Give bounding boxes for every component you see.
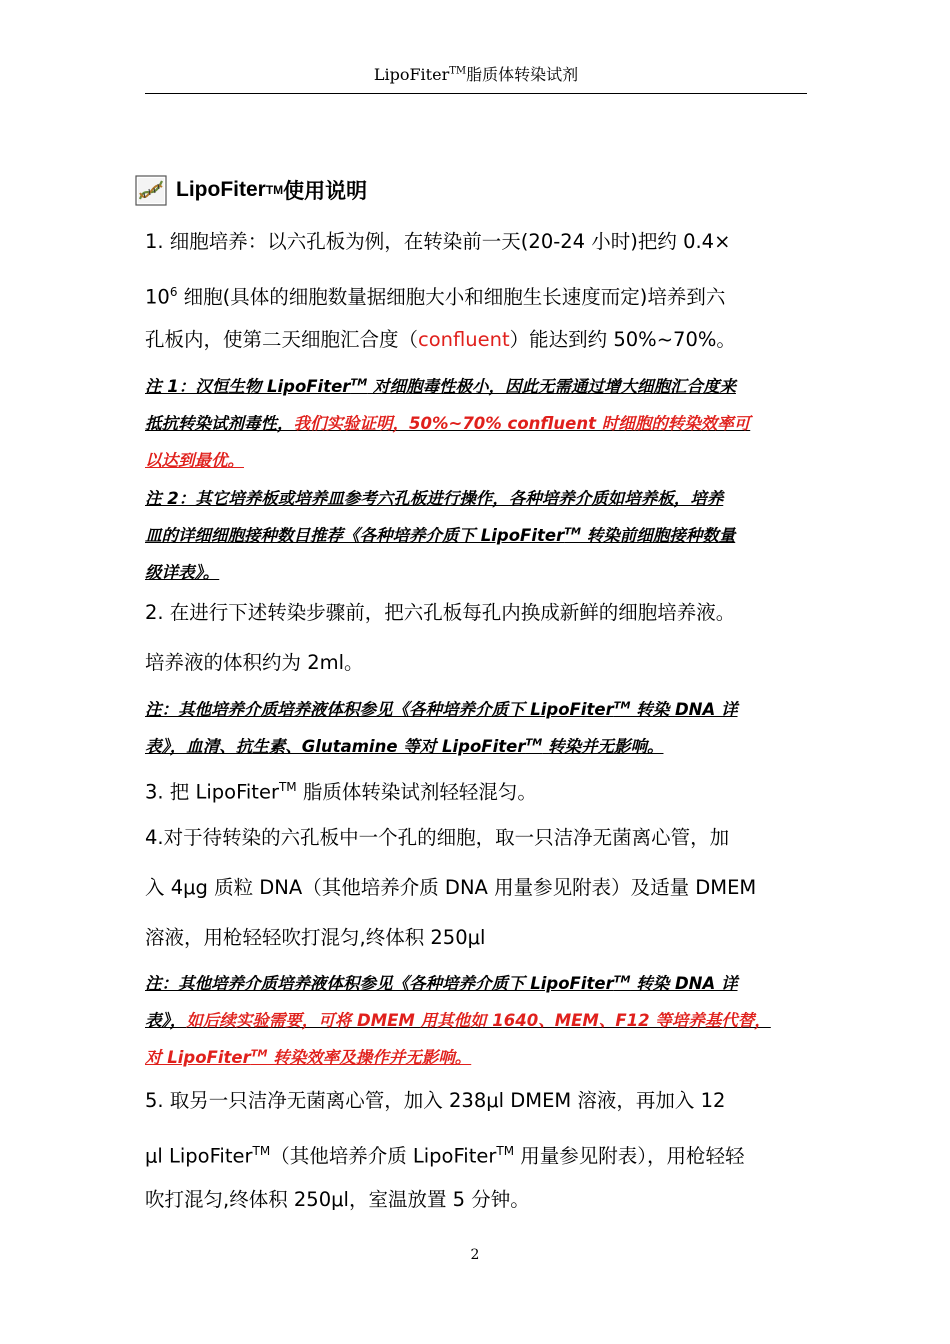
- header-rule: [145, 93, 807, 94]
- step1-line3: 孔板内，使第二天细胞汇合度（confluent）能达到约 50%~70%。: [145, 328, 736, 351]
- dna-icon: [134, 173, 168, 207]
- step4-line2: 入 4μg 质粒 DNA（其他培养介质 DNA 用量参见附表）及适量 DMEM: [145, 876, 757, 899]
- running-header: [145, 62, 807, 85]
- step4-line1: 4.对于待转染的六孔板中一个孔的细胞，取一只洁净无菌离心管，加: [145, 826, 730, 849]
- note4-line1: 注：其他培养介质培养液体积参见《各种培养介质下 LipoFiter™ 转染 DNA 详: [145, 974, 738, 993]
- step3-line: 3. 把 LipoFiter™ 脂质体转染试剂轻轻混匀。: [145, 780, 537, 804]
- section-title-tm: TM: [265, 183, 284, 197]
- note1-line2: 抵抗转染试剂毒性，我们实验证明，50%~70% confluent 时细胞的转染效率可: [145, 414, 751, 433]
- section-title-prefix: LipoFiter: [176, 178, 266, 201]
- step1-line1: 1. 细胞培养：以六孔板为例，在转染前一天(20-24 小时)把约 0.4×: [145, 230, 731, 253]
- note2-line1: 注 2：其它培养板或培养皿参考六孔板进行操作，各种培养介质如培养板，培养: [145, 489, 724, 508]
- step4-line3: 溶液，用枪轻轻吹打混匀,终体积 250μl: [145, 926, 486, 949]
- note4-line2: 表》，如后续实验需要，可将 DMEM 用其他如 1640、MEM、F12 等培养基代替，: [145, 1011, 771, 1030]
- step5-line1: 5. 取另一只洁净无菌离心管，加入 238μl DMEM 溶液，再加入 12: [145, 1089, 726, 1112]
- header-title-suffix: 脂质体转染试剂: [466, 65, 579, 84]
- note4-line3: 对 LipoFiter™ 转染效率及操作并无影响。: [145, 1048, 472, 1067]
- step2-line1: 2. 在进行下述转染步骤前，把六孔板每孔内换成新鲜的细胞培养液。: [145, 601, 736, 624]
- header-tm: TM: [449, 65, 467, 77]
- note3-line1: 注：其他培养介质培养液体积参见《各种培养介质下 LipoFiter™ 转染 DNA 详: [145, 700, 738, 719]
- note1-line1: 注 1：汉恒生物 LipoFiter™ 对细胞毒性极小，因此无需通过增大细胞汇合度来: [145, 377, 736, 396]
- section-title-suffix: 使用说明: [283, 180, 368, 203]
- note3-line2: 表》，血清、抗生素、Glutamine 等对 LipoFiter™ 转染并无影响。: [145, 737, 664, 756]
- step2-line2: 培养液的体积约为 2ml。: [145, 651, 364, 674]
- note1-line3: 以达到最优。: [145, 451, 244, 470]
- note2-line3: 级详表》。: [145, 563, 220, 582]
- page-number: 2: [470, 1247, 480, 1263]
- note2-line2: 皿的详细细胞接种数目推荐《各种培养介质下 LipoFiter™ 转染前细胞接种数量: [145, 526, 736, 545]
- step1-line2: $10^6$ 细胞(具体的细胞数量据细胞大小和细胞生长速度而定)培养到六: [145, 285, 726, 309]
- confluent-highlight: confluent: [418, 328, 510, 351]
- header-title-prefix: LipoFiter: [373, 65, 450, 84]
- step5-line3: 吹打混匀,终体积 250μl，室温放置 5 分钟。: [145, 1188, 530, 1211]
- step5-line2: μl LipoFiter™（其他培养介质 LipoFiter™ 用量参见附表），用枪轻轻: [145, 1144, 745, 1168]
- section-heading: [134, 170, 367, 210]
